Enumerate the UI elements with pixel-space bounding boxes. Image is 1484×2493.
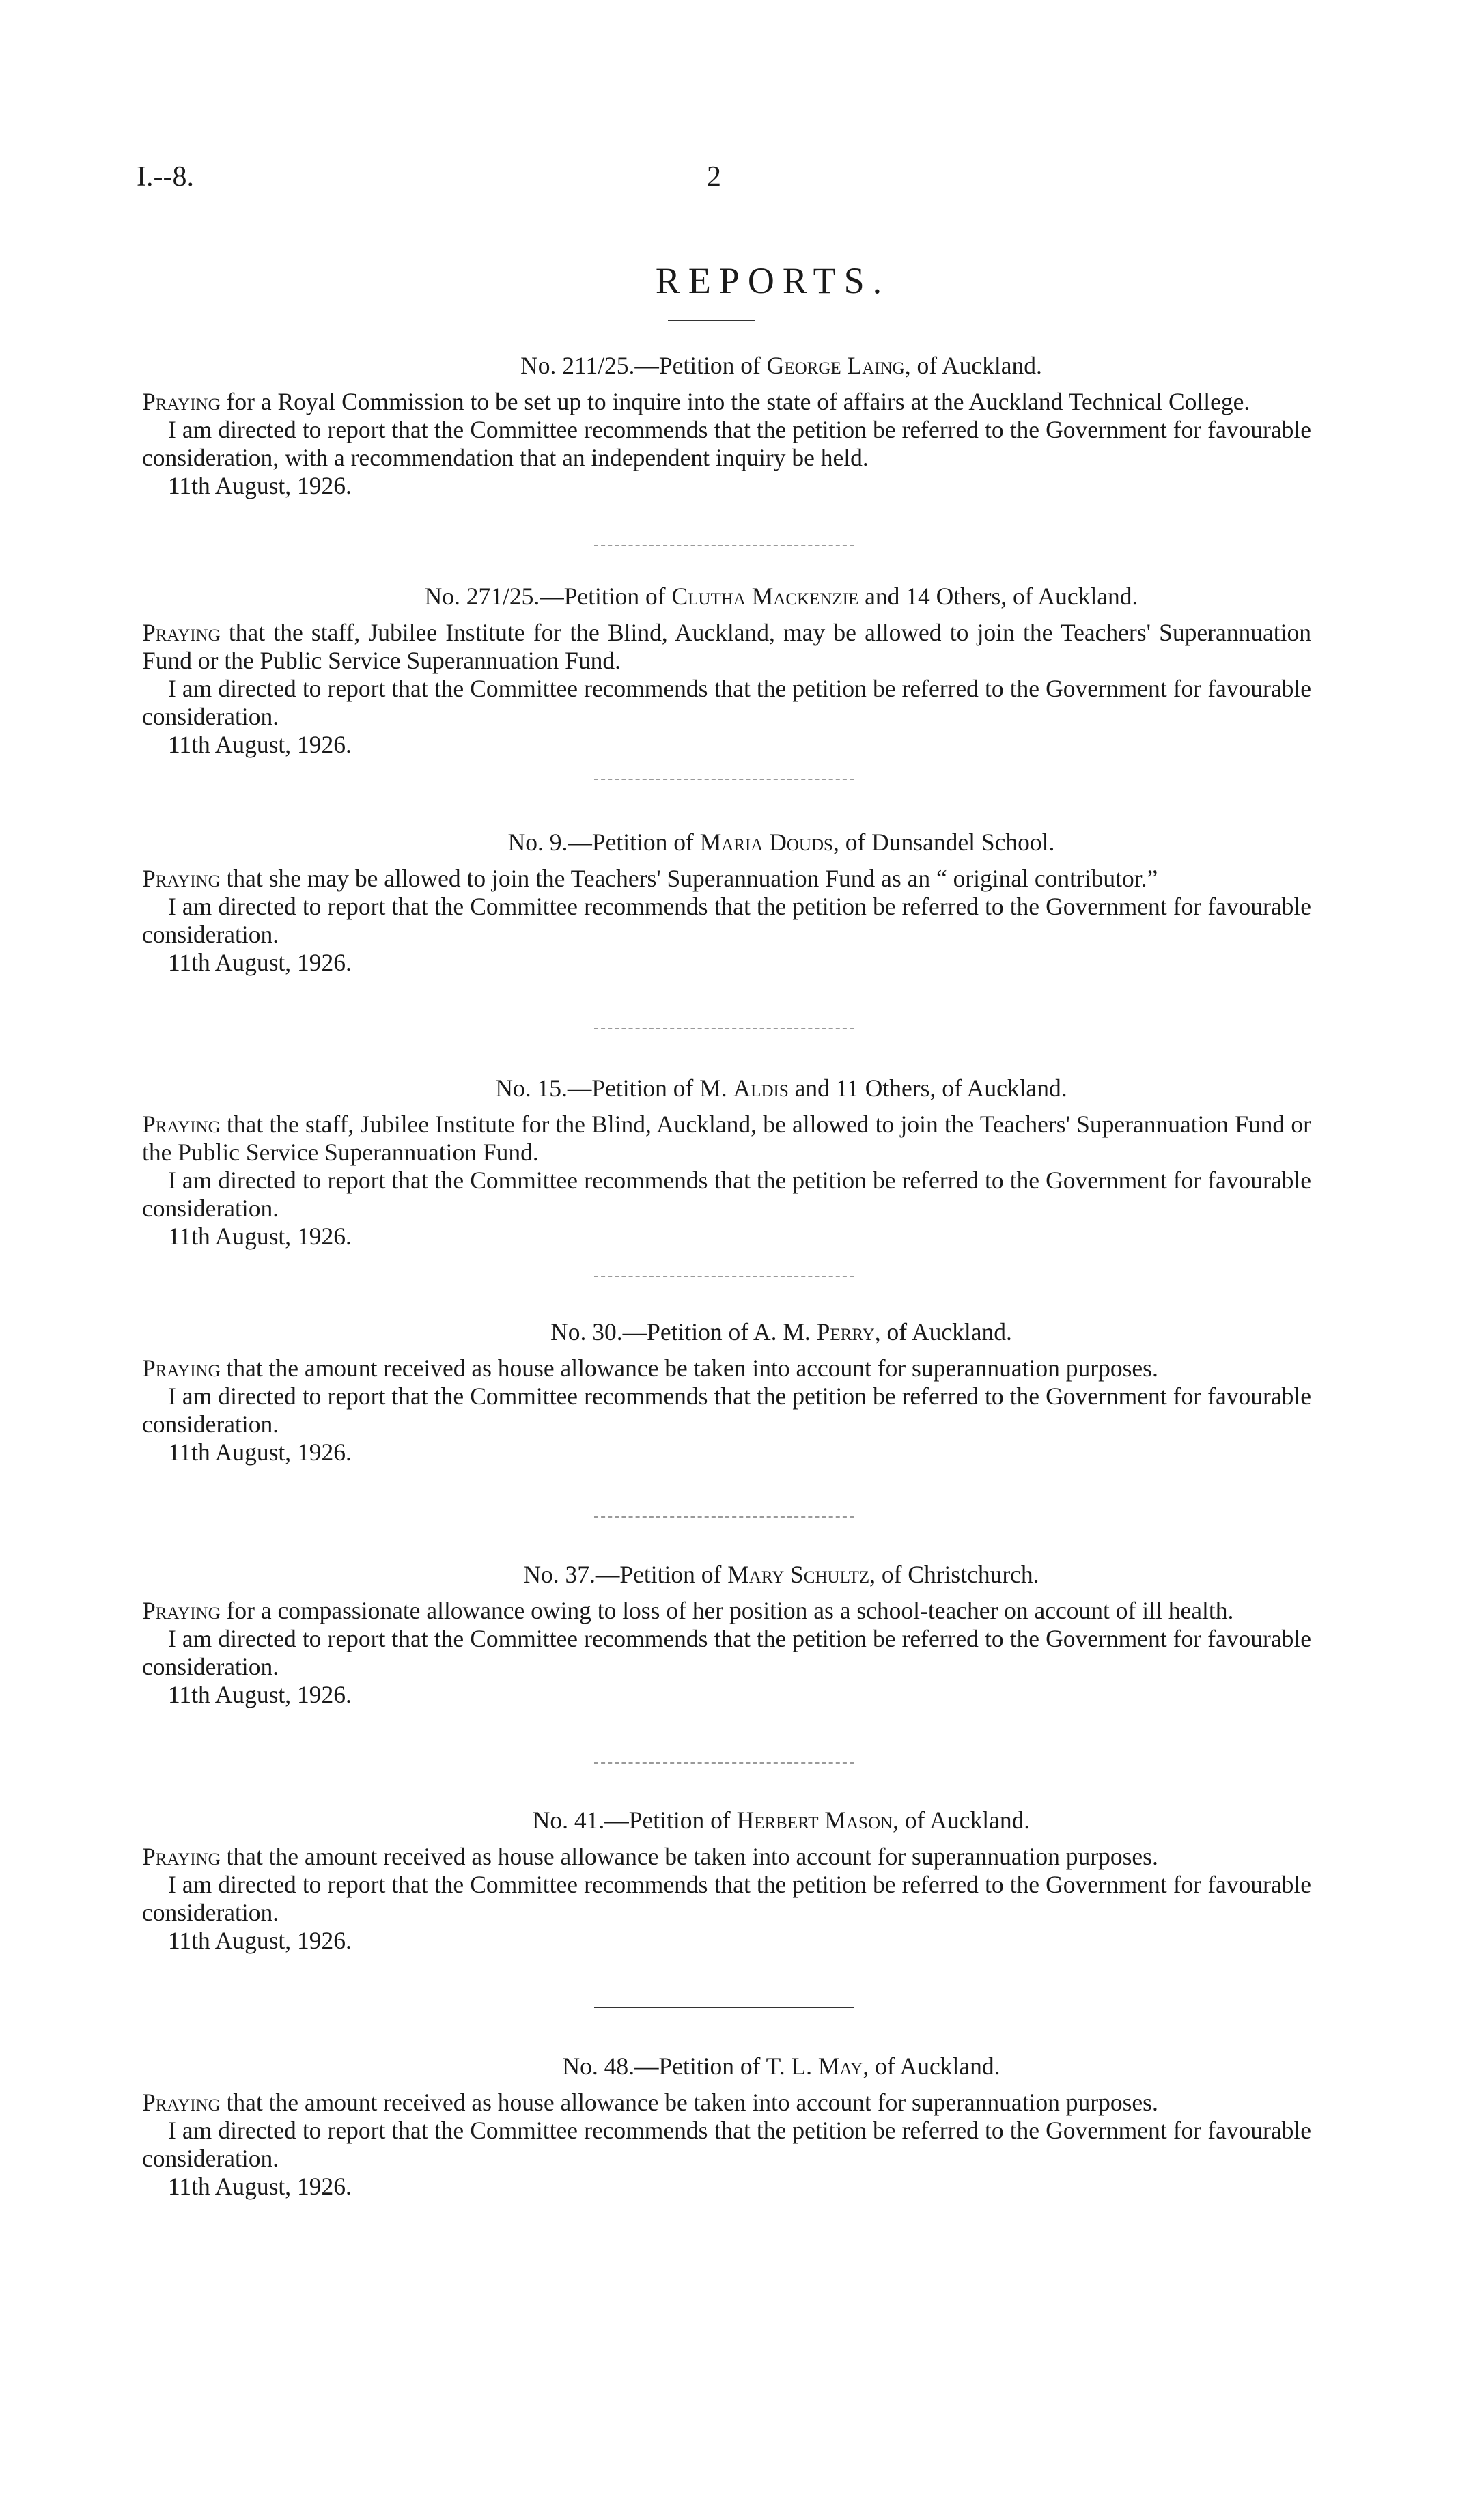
petition-entry bbox=[142, 583, 1311, 759]
separator-rule bbox=[594, 1028, 854, 1029]
prayer-text: that the amount received as house allowance be taken into account for superannuation purposes. bbox=[220, 1843, 1158, 1870]
petitioner-location: , of Auckland. bbox=[904, 352, 1042, 379]
petitioner-name: George Laing bbox=[766, 352, 905, 379]
petition-entry bbox=[142, 828, 1311, 977]
petitioner-name: Perry bbox=[816, 1318, 875, 1346]
prayer-text: that the amount received as house allowance be taken into account for superannuation purposes. bbox=[220, 2089, 1158, 2116]
petitioner-name: Herbert Mason bbox=[736, 1807, 893, 1834]
petition-number: No. 41.—Petition of bbox=[532, 1807, 731, 1834]
prayer-lead: Praying bbox=[142, 1111, 221, 1138]
petitioner-location: and 11 Others, of Auckland. bbox=[788, 1074, 1067, 1102]
committee-report: I am directed to report that the Committee recommends that the petition be referred to the Government for favourable consideration. bbox=[142, 1871, 1311, 1926]
page-number: 2 bbox=[707, 161, 721, 193]
prayer-text: that the amount received as house allowance be taken into account for superannuation purposes. bbox=[220, 1354, 1158, 1382]
petition-heading bbox=[142, 828, 1311, 856]
report-date: 11th August, 1926. bbox=[168, 1223, 352, 1250]
report-date: 11th August, 1926. bbox=[168, 1681, 352, 1708]
petition-number: No. 271/25.—Petition of bbox=[424, 583, 666, 610]
separator-rule bbox=[594, 779, 854, 780]
committee-report: I am directed to report that the Committee recommends that the petition be referred to the Government for favourable consideration. bbox=[142, 893, 1311, 948]
separator-rule bbox=[594, 1762, 854, 1764]
prayer-lead: Praying bbox=[142, 865, 221, 892]
petition-prayer bbox=[142, 1354, 1311, 1382]
separator-rule bbox=[594, 545, 854, 546]
petition-prayer bbox=[142, 388, 1311, 416]
petitioner-location: , of Christchurch. bbox=[869, 1561, 1039, 1588]
petition-heading bbox=[142, 583, 1311, 611]
petitioner-name: May bbox=[817, 2052, 863, 2080]
section-title: REPORTS. bbox=[655, 260, 891, 301]
petition-entry bbox=[142, 352, 1311, 500]
page-header bbox=[137, 161, 1298, 201]
report-date: 11th August, 1926. bbox=[168, 2173, 352, 2200]
prayer-text: for a compassionate allowance owing to loss of her position as a school-teacher on account of ill health. bbox=[220, 1597, 1234, 1624]
prayer-lead: Praying bbox=[142, 1843, 221, 1870]
prayer-text: that she may be allowed to join the Teachers' Superannuation Fund as an “ original contributor.” bbox=[220, 865, 1158, 892]
committee-report: I am directed to report that the Committee recommends that the petition be referred to the Government for favourable consideration. bbox=[142, 1625, 1311, 1680]
petitioner-location: , of Dunsandel School. bbox=[832, 828, 1055, 856]
document-id: I.--8. bbox=[137, 161, 194, 193]
petition-prayer bbox=[142, 1111, 1311, 1167]
prayer-lead: Praying bbox=[142, 619, 221, 646]
petition-prayer bbox=[142, 619, 1311, 675]
petition-heading bbox=[142, 1807, 1311, 1835]
petition-heading bbox=[142, 352, 1311, 380]
petition-heading bbox=[142, 1074, 1311, 1102]
committee-report: I am directed to report that the Committee recommends that the petition be referred to the Government for favourable consideration. bbox=[142, 1382, 1311, 1438]
petition-heading bbox=[142, 2052, 1311, 2080]
report-date: 11th August, 1926. bbox=[168, 949, 352, 976]
committee-report: I am directed to report that the Committee recommends that the petition be referred to the Government for favourable consideration, with a recommendation that an independent inquiry be held. bbox=[142, 416, 1311, 471]
petition-number: No. 37.—Petition of bbox=[523, 1561, 722, 1588]
petition-prayer bbox=[142, 2089, 1311, 2117]
report-date: 11th August, 1926. bbox=[168, 731, 352, 758]
prayer-lead: Praying bbox=[142, 388, 221, 415]
prayer-lead: Praying bbox=[142, 1354, 221, 1382]
committee-report: I am directed to report that the Committee recommends that the petition be referred to the Government for favourable consideration. bbox=[142, 2117, 1311, 2172]
petitioner-location: , of Auckland. bbox=[893, 1807, 1031, 1834]
committee-report: I am directed to report that the Committee recommends that the petition be referred to the Government for favourable consideration. bbox=[142, 1167, 1311, 1222]
petition-entry bbox=[142, 1074, 1311, 1251]
petition-number: No. 15.—Petition of M. bbox=[495, 1074, 727, 1102]
petitioner-location: , of Auckland. bbox=[874, 1318, 1012, 1346]
petitioner-location: , of Auckland. bbox=[863, 2052, 1000, 2080]
report-date: 11th August, 1926. bbox=[168, 1927, 352, 1954]
petition-number: No. 30.—Petition of A. M. bbox=[550, 1318, 811, 1346]
title-rule bbox=[668, 320, 755, 321]
petitioner-name: Maria Douds bbox=[699, 828, 833, 856]
petition-entry bbox=[142, 1561, 1311, 1709]
separator-rule bbox=[594, 1276, 854, 1277]
petitioner-name: Clutha Mackenzie bbox=[671, 583, 859, 610]
petitioner-name: Aldis bbox=[733, 1074, 789, 1102]
petition-heading bbox=[142, 1318, 1311, 1346]
prayer-text: that the staff, Jubilee Institute for the Blind, Auckland, may be allowed to join the Teachers' Superannuation Fund or the Public Service Superannuation Fund. bbox=[142, 619, 1311, 674]
committee-report: I am directed to report that the Committee recommends that the petition be referred to the Government for favourable consideration. bbox=[142, 675, 1311, 730]
prayer-lead: Praying bbox=[142, 1597, 221, 1624]
petitioner-name: Mary Schultz bbox=[727, 1561, 870, 1588]
petition-prayer bbox=[142, 1597, 1311, 1625]
report-date: 11th August, 1926. bbox=[168, 472, 352, 499]
petition-heading bbox=[142, 1561, 1311, 1589]
petition-number: No. 48.—Petition of T. L. bbox=[562, 2052, 813, 2080]
petition-prayer bbox=[142, 1843, 1311, 1871]
petition-entry bbox=[142, 1318, 1311, 1466]
petition-number: No. 9.—Petition of bbox=[507, 828, 694, 856]
prayer-text: that the staff, Jubilee Institute for the Blind, Auckland, be allowed to join the Teachers' Superannuation Fund or the Public Service Superannuation Fund. bbox=[142, 1111, 1311, 1166]
separator-rule bbox=[594, 2007, 854, 2008]
petition-number: No. 211/25.—Petition of bbox=[520, 352, 761, 379]
prayer-lead: Praying bbox=[142, 2089, 221, 2116]
petition-entry bbox=[142, 2052, 1311, 2201]
petition-prayer bbox=[142, 865, 1311, 893]
prayer-text: for a Royal Commission to be set up to inquire into the state of affairs at the Auckland Technical College. bbox=[220, 388, 1250, 415]
petition-entry bbox=[142, 1807, 1311, 1955]
report-date: 11th August, 1926. bbox=[168, 1438, 352, 1466]
separator-rule bbox=[594, 1516, 854, 1518]
petitioner-location: and 14 Others, of Auckland. bbox=[858, 583, 1138, 610]
